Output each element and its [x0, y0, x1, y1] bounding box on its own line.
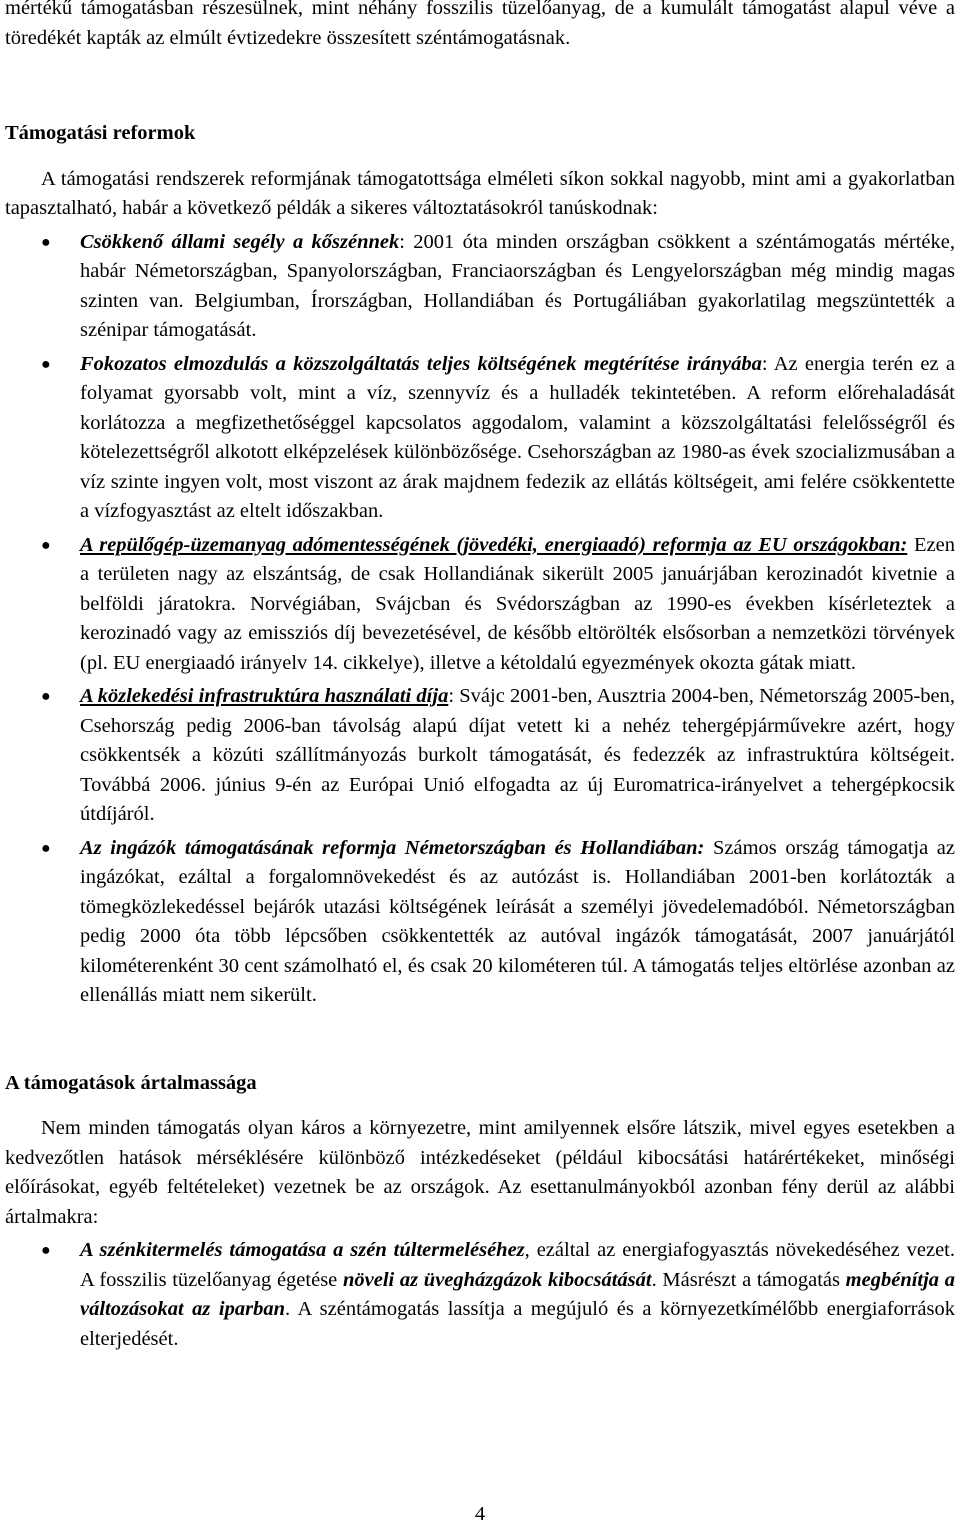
bullet-icon: ● — [41, 688, 51, 705]
list-item-title: A repülőgép-üzemanyag adómentességének (jövedéki, energiaadó) reformja az EU országokban: — [80, 533, 908, 556]
list-item-text: . A széntámogatás lassítja a megújuló és a környezetkímélőbb energiaforrások elterjedését. — [80, 1298, 955, 1350]
harms-paragraph: Nem minden támogatás olyan káros a környezetre, mint amilyennek elsőre látszik, mivel egyes esetekben a kedvezőtlen hatások mérséklésére különböző intézkedéseket (például kibocsátási határértékeket, minőségi előírásokat, egyéb feltételeket) vezetnek be az országok. Az esettanulmányokból azonban fény derül az alábbi ártalmakra: — [5, 1117, 955, 1228]
intro-paragraph: mértékű támogatásban részesülnek, mint néhány fosszilis tüzelőanyag, de a kumulált támogatást alapul véve a töredékét kapták az elmúlt évtizedekre összesített széntámogatásnak. — [5, 0, 955, 49]
list-item — [5, 350, 955, 527]
list-item-text: : Az energia terén ez a folyamat gyorsabb volt, mint a víz, szennyvíz és a hulladék tekintetében. A reform előrehaladását korlátozza a megfizethetőséggel kapcsolatos aggodalom, valamint a közszolgáltatási felelősségről és kötelezettségről alkotott elképzelések különbözősége. Csehországban az 1980-as évek szocializmusában a víz szinte ingyen volt, most viszont az árak majdnem fedezik az ellátás költségeit, ami felére csökkentette a vízfogyasztást az eltelt időszakban. — [80, 352, 955, 522]
list-item-title: Csökkenő állami segély a kőszénnek — [80, 230, 400, 253]
list-item-title: Az ingázók támogatásának reformja Németországban és Hollandiában: — [80, 836, 705, 859]
section-heading-harms: A támogatások ártalmassága — [5, 1071, 257, 1094]
list-item — [5, 531, 955, 679]
reforms-list — [5, 228, 955, 1011]
reforms-paragraph: A támogatási rendszerek reformjának támogatottsága elméleti síkon sokkal nagyobb, mint ami a gyakorlatban tapasztalható, habár a következő példák a sikeres változtatásokról tanúskodnak: — [5, 167, 955, 219]
bullet-icon: ● — [41, 1242, 51, 1259]
list-item-title: A szénkitermelés támogatása a szén túltermeléséhez — [80, 1239, 525, 1261]
harms-list — [5, 1236, 955, 1354]
bullet-icon: ● — [41, 839, 51, 857]
bullet-icon: ● — [41, 536, 51, 554]
emphasis-text: növeli az üvegházgázok kibocsátását — [342, 1268, 652, 1291]
list-item-text: Számos ország támogatja az ingázókat, ezáltal a forgalomnövekedést és az autózást is. Hollandiában 2001-ben korlátozták a tömegközlekedéssel bejárók utazási költségének leírását a személyi jövedelemadóból. Németországban pedig 2000 óta több lépcsőben csökkentették az autóval ingázók támogatását, 2007 januárjától kilométerenként 30 cent számolható el, és csak 20 kilométeren túl. A támogatás teljes eltörlése azonban az ellenállás miatt nem sikerült. — [80, 836, 955, 1006]
list-item-text: : 2001 óta minden országban csökkent a széntámogatás mértéke, habár Németországban, Spanyolországban, Franciaországban és Lengyelországban még mindig magas szinten van. Belgiumban, Írországban, Hollandiában és Portugáliában gyakorlatilag megszüntették a szénipar támogatását. — [80, 230, 955, 341]
list-item — [5, 228, 955, 346]
list-item-title: A közlekedési infrastruktúra használati díja — [80, 685, 449, 707]
list-item-title: Fokozatos elmozdulás a közszolgáltatás teljes költségének megtérítése irányába — [80, 352, 762, 375]
bullet-icon: ● — [41, 233, 51, 251]
list-item — [5, 834, 955, 1011]
list-item — [5, 682, 955, 830]
list-item-text: , ezáltal az energiafogyasztás növekedéséhez vezet. A fosszilis tüzelőanyag égetése — [80, 1239, 956, 1291]
list-item — [5, 1236, 955, 1354]
page-number: 4 — [474, 1503, 486, 1525]
bullet-icon: ● — [41, 355, 51, 373]
list-item-text: . Másrészt a támogatás — [651, 1268, 846, 1291]
list-item-text: Ezen a területen nagy az elszántság, de csak Hollandiának sikerült 2005 januárjában kerozinadót kivetnie a belföldi járatokra. Norvégiában, Svájcban és Svédországban az 1990-es években kísérleteztek a kerozinadó vagy az emissziós díj bevezetésével, de később eltörölték elsősorban a nemzetközi törvények (pl. EU energiaadó irányelv 14. cikkelye), illetve a kétoldalú egyezmények okozta gátak miatt. — [80, 533, 955, 674]
document-page — [5, 0, 955, 1354]
list-item-text: : Svájc 2001-ben, Ausztria 2004-ben, Németország 2005-ben, Csehország pedig 2006-ban távolság alapú díjat vetett ki a nehéz tehergépjárművekre azért, hogy csökkentsék a közúti szállítmányozás burkolt támogatását, és fedezzék az infrastruktúra költségeit. Továbbá 2006. június 9-én az Európai Unió elfogadta az új Euromatrica-irányelvet a tehergépkocsik útdíjáról. — [80, 685, 955, 825]
emphasis-text: megbénítja a változásokat az iparban — [80, 1268, 955, 1320]
section-heading-reforms: Támogatási reformok — [5, 122, 196, 144]
